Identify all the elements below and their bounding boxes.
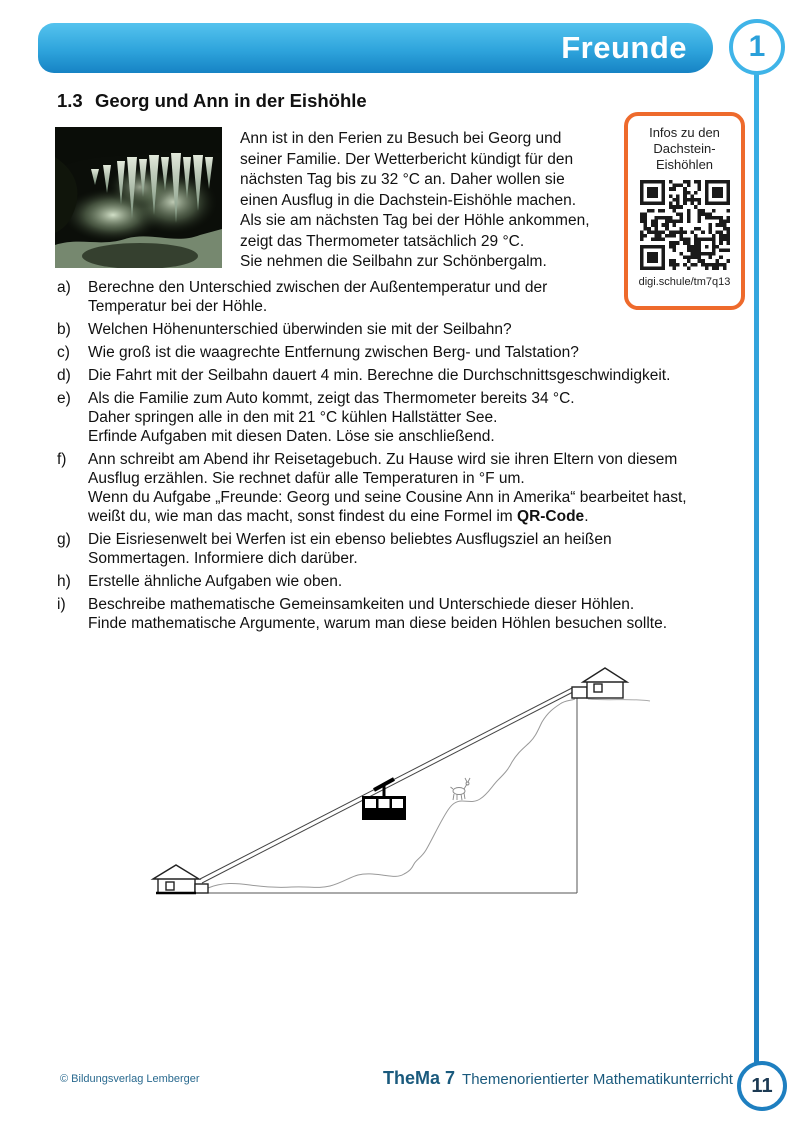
- mountain-station-icon: [572, 668, 627, 698]
- task-label: e): [57, 390, 71, 407]
- task-text: Welchen Höhenunterschied überwinden sie mit der Seilbahn?: [88, 321, 512, 338]
- task-item: [57, 343, 762, 362]
- section-title-text: Georg und Ann in der Eishöhle: [95, 90, 367, 111]
- intro-line: zeigt das Thermometer tatsächlich 29 °C.: [240, 232, 525, 250]
- mountain-slope: [208, 699, 575, 888]
- page-number: 11: [751, 1074, 773, 1097]
- intro-line: Als sie am nächsten Tag bei der Höhle ankommen,: [240, 212, 590, 229]
- task-text: Als die Familie zum Auto kommt, zeigt das Thermometer bereits 34 °C. Daher springen alle in den mit 21 °C kühlen Hallstätter See. Erfinde Aufgaben mit diesen Daten. Löse sie anschließend.: [88, 390, 575, 445]
- task-text: Berechne den Unterschied zwischen der Außentemperatur und der Temperatur bei der Höhle.: [88, 279, 548, 315]
- cable-car-diagram: [140, 656, 685, 906]
- intro-line: einen Ausflug in die Dachstein-Eishöhle machen.: [240, 191, 577, 209]
- task-text: Erstelle ähnliche Aufgaben wie oben.: [88, 573, 343, 590]
- section-title: [57, 90, 367, 112]
- task-item: [57, 595, 762, 633]
- task-label: g): [57, 531, 71, 548]
- chapter-number-badge: [729, 19, 785, 75]
- task-text: Ann schreibt am Abend ihr Reisetagebuch. Zu Hause wird sie ihren Eltern von diesem Ausflug erzählen. Sie rechnet dafür alle Temperaturen in °F um. Wenn du Aufgabe „Freunde: Georg und seine Cousine Ann in Amerika“ bearbeitet hast, weißt du, wie man das macht, sonst findest du eine Formel im QR-Code.: [88, 451, 687, 525]
- chamois-icon: [451, 778, 471, 800]
- intro-line: nächsten Tag bis zu 32 °C an. Daher wollen sie: [240, 171, 565, 188]
- task-item: [57, 389, 762, 446]
- task-list: [57, 278, 762, 637]
- task-text: Die Fahrt mit der Seilbahn dauert 4 min. Berechne die Durchschnittsgeschwindigkeit.: [88, 367, 671, 384]
- intro-line: seiner Familie. Der Wetterbericht kündigt für den: [240, 150, 574, 168]
- chapter-banner: [38, 23, 713, 73]
- cable-car-icon: [362, 779, 406, 820]
- task-item: [57, 320, 762, 339]
- valley-station-icon: [153, 865, 208, 893]
- task-text: Beschreibe mathematische Gemeinsamkeiten und Unterschiede dieser Höhlen. Finde mathematische Argumente, warum man diese beiden Höhlen besuchen sollte.: [88, 596, 667, 632]
- task-label: h): [57, 573, 71, 590]
- task-item: [57, 450, 762, 526]
- task-label: d): [57, 367, 71, 384]
- task-text: Wie groß ist die waagrechte Entfernung zwischen Berg- und Talstation?: [88, 344, 579, 361]
- series-subtitle: Themenorientierter Mathematikunterricht: [462, 1071, 733, 1088]
- qr-code: [640, 180, 730, 270]
- summit-ground-line: [588, 699, 650, 701]
- copyright-notice: © Bildungsverlag Lemberger: [60, 1073, 200, 1085]
- task-label: i): [57, 596, 66, 613]
- intro-line: Sie nehmen die Seilbahn zur Schönbergalm.: [240, 253, 547, 270]
- ice-cave-photo: [55, 127, 222, 268]
- series-brand: [383, 1068, 733, 1089]
- intro-paragraph: [240, 129, 640, 273]
- task-label: c): [57, 344, 70, 361]
- series-title: TheMa 7: [383, 1068, 456, 1088]
- task-item: [57, 530, 762, 568]
- chapter-number: 1: [748, 30, 766, 63]
- section-number: 1.3: [57, 90, 83, 111]
- task-item: [57, 366, 762, 385]
- task-text: Die Eisriesenwelt bei Werfen ist ein ebenso beliebtes Ausflugsziel an heißen Sommertagen. Informiere dich darüber.: [88, 531, 612, 567]
- page-number-badge: [737, 1061, 787, 1111]
- task-label: b): [57, 321, 71, 338]
- task-label: f): [57, 451, 67, 468]
- cable-lower: [202, 692, 573, 883]
- task-item: [57, 278, 762, 316]
- qr-url: digi.schule/tm7q13: [638, 276, 731, 288]
- task-label: a): [57, 279, 71, 296]
- chapter-banner-label: Freunde: [561, 30, 687, 65]
- qr-box-label: Infos zu den Dachstein- Eishöhlen: [649, 125, 720, 172]
- intro-line: Ann ist in den Ferien zu Besuch bei Georg und: [240, 130, 562, 147]
- task-item: [57, 572, 762, 591]
